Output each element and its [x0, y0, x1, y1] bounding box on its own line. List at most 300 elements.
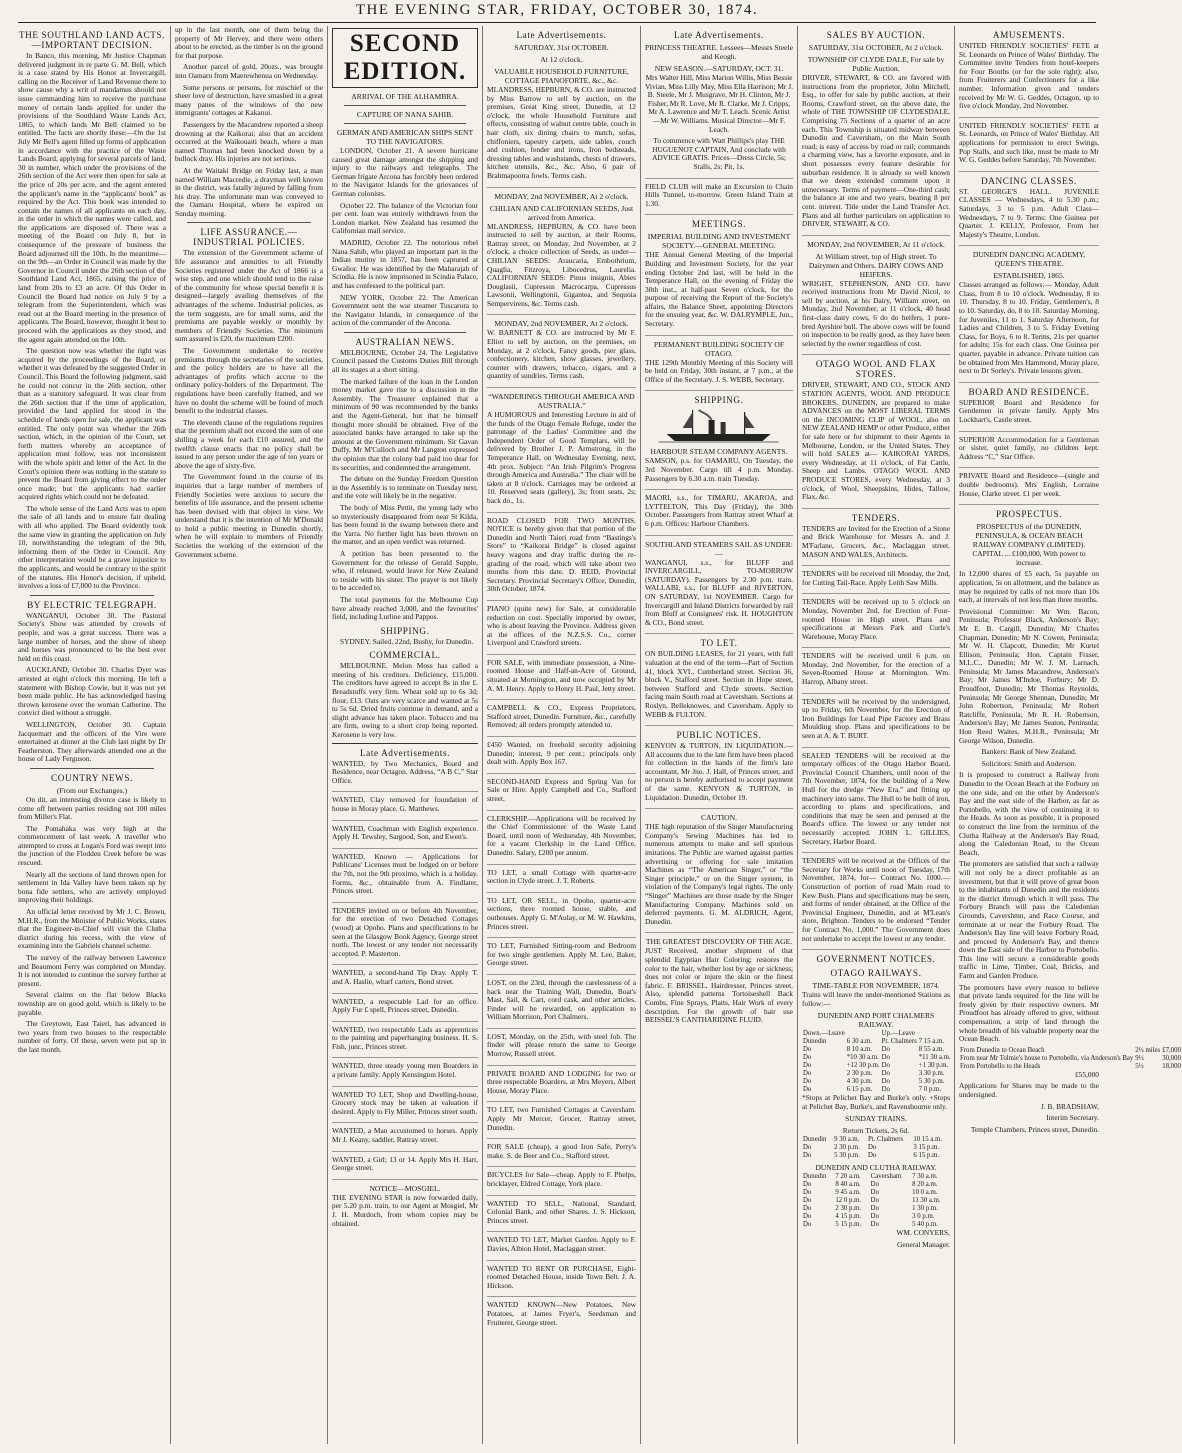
section-rule: [30, 595, 154, 596]
ad-subject: IMPERIAL BUILDING AND INVESTMENT SOCIETY.—GENERAL MEETING.: [647, 232, 791, 251]
ad-text: TENDERS will be received till Monday, the 2nd, for Cutting Tail-Race. Apply Leith Saw Mills.: [802, 569, 950, 587]
classified-ad: [959, 472, 1099, 505]
table-cell: Do: [803, 1054, 812, 1062]
classified-ad: [487, 897, 636, 938]
news-headline: CAPTURE OF NANA SAHIB.: [356, 110, 454, 119]
signature: J. B. BRADSHAW,: [1040, 1101, 1099, 1111]
column-divider: [954, 26, 955, 1444]
tender-ad: [802, 698, 950, 748]
table-cell: 2½ miles: [1135, 1046, 1161, 1054]
cost-total: £55,000: [1074, 1069, 1099, 1079]
table-row: [802, 1213, 950, 1221]
column-1: [18, 26, 166, 1446]
table-cell: Do: [867, 1152, 877, 1160]
ad-text: WANTED, a second-hand Tip Dray. Apply T. and A. Haslie, wharf carters, Bond street.: [332, 968, 478, 986]
theatre-ad: [645, 43, 793, 179]
ad-text: WANTED, two respectable Lads as apprentices to the painting and paperhanging business. H. S. Fish, junr., Princes street.: [332, 1024, 478, 1051]
table-cell: Do: [803, 1189, 812, 1197]
news-item: Nearly all the sections of land thrown open for settlement in Ida Valley have been taken up by bona fide settlers, who are actively employed improving their holdings.: [18, 869, 166, 905]
ad-text: TENDERS are Invited for the Erection of a Stone and Brick Warehouse for Messrs A. and J. M'Farlane, Grocers, &c., Maclaggan street. MASON AND WALES, Architects.: [802, 523, 950, 559]
classified-ad: [959, 436, 1099, 469]
table-cell: 2 30 p.m.: [835, 1205, 862, 1213]
table-cell: Caversham: [870, 1173, 902, 1181]
section-headline: BOARD AND RESIDENCE.: [968, 386, 1090, 397]
article-paragraph: The eleventh clause of the regulations requires that the premium shall not exceed the sum of one shilling a week for each £10 assured, and the twelfth clause enacts that no policy shall be issued to any person under the age of ten years or above the age of sixty-five.: [175, 417, 323, 470]
ad-text: To commence with Watt Phillips's play THE HUGUENOT CAPTAIN, And conclude with ADVICE GRATIS. Prices—Dress Circle, 5s; Stalls, 2s; Pit, 1s.: [652, 136, 786, 171]
prospectus: [959, 522, 1181, 1140]
table-cell: Do: [870, 1181, 879, 1189]
section-headline: SHIPPING.: [380, 625, 430, 636]
ad-text: WANTED, a Man accustomed to horses. Apply Mr J. Keany, saddler, Rattray street.: [332, 1126, 478, 1145]
table-cell: Do: [870, 1197, 879, 1205]
column-6: [802, 26, 950, 1446]
ad-text: W. BARNETT & CO. are instructed by Mr F. Elliot to sell by auction, on the premises, on Monday, at 2 o'clock, Fancy goods, pier glass, confectionery, kitchen, show glasses, jewellery, counter with drawers, tobacco, cigars, and a quantity of sundries. Terms cash.: [487, 328, 636, 381]
tender-ad: [802, 752, 950, 854]
column-7: [959, 26, 1181, 1446]
timetable-header-cell: Down.—Leave: [803, 1030, 845, 1038]
table-row: [802, 1189, 950, 1197]
table-cell: Do: [870, 1213, 879, 1221]
ad-text: WANTED, a respectable Lad for an office. Apply Fur £ spell, Princes street, Dunedin.: [332, 996, 478, 1015]
table-cell: 7 30 a.m.: [912, 1173, 938, 1181]
classified-ad: [959, 399, 1099, 432]
cable-item: October 22. The balance of the Victorian four per cent. loan was entirely withdrawn from the London market. New Zealand has resumed the Californian mail service.: [332, 200, 478, 236]
shipping-ad: [645, 447, 793, 490]
section-headline: TENDERS.: [851, 512, 901, 523]
auction-ad: [802, 240, 950, 356]
section-headline: COUNTRY NEWS.: [51, 772, 133, 783]
table-cell: Pt. Chalmers: [881, 1038, 917, 1046]
table-cell: 2 30 p.m.: [846, 1070, 873, 1078]
prospectus-solicitors: Solicitors: Smith and Anderson.: [981, 758, 1077, 768]
article-paragraph: The Government undertake to receive premiums through the secretaries of the societies, and the policy holders are to have all the advantages of profits which accrue to the ordinary policy-holders of the Department. The regulations have been carefully framed, and we have no doubt the scheme will be found of much benefit to the industrial classes.: [175, 346, 323, 416]
table-cell: Dunedin: [803, 1173, 827, 1181]
table-cell: Do: [881, 1062, 890, 1070]
ad-text: CLERKSHIP.—Applications will be received by the Chief Commissioner of the Waste Land Board, until noon of Wednesday, 4th November, for a vacant Clerkship in the Land Office, Dunedin. Salary, £200 per annum.: [487, 813, 636, 857]
table-cell: Do: [803, 1181, 812, 1189]
ad-subject: SOUTHLAND STEAMERS SAIL AS UNDER:—: [645, 539, 793, 558]
ad-date: NEW SEASON.—SATURDAY, OCT. 31.: [654, 64, 784, 73]
timetable-subtitle: Return Tickets, 2s 6d.: [842, 1126, 910, 1136]
ad-text: WANTED TO RENT OR PURCHASE, Eight-roomed Detached House, inside Town Belt. J. A. Hickson.: [487, 1263, 636, 1290]
ad-subject: CHILIAN AND CALIFORNIAN SEEDS, Just arrived from America.: [489, 203, 634, 222]
article-paragraph: The Government found in the course of its inquiries that a large number of members of Friendly Societies were anxious to secure the benefits of life assurance, and the present scheme has been devised with that object in view. We understand that it is the intention of Mr M'Donald to hold a public meeting in Dunedin shortly, when he will explain to members of Friendly Societies the working of the extension of the Government scheme.: [175, 472, 323, 559]
ad-text: DRIVER, STEWART, & CO. are favored with instructions from the proprietor, John Mitchell, Esq., to offer for sale by public auction, at their Rooms, Crawford street, on the above date, the whole of THE TOWNSHIP OF CLYDESDALE, Comprising 75 Sections of a quarter of an acre each. This Township is situated midway between Dunedin and Caversham, on the Main South road; is easy of access by road or rail; commands a charming view, has a favorite exposure, and in short possesses every feature desirable for suburban residence. It is already so well known that we deem extended comment upon it unnecessary. Terms of payment—One-third cash; the balance at one and two years, bearing 8 per cent. interest. Title under the Land Transfer Act. Plans and all further particulars on application to DRIVER, STEWART, & CO.: [802, 73, 950, 229]
steamship-illustration: [652, 408, 785, 444]
railway-timetable: [802, 968, 950, 1256]
timetable-line-name: SUNDAY TRAINS.: [845, 1114, 907, 1124]
section-headline: Late Advertisements.: [359, 747, 451, 758]
lecture-ad: [487, 392, 636, 513]
section-headline: SHIPPING.: [694, 395, 744, 406]
section-headline: AUSTRALIAN NEWS.: [355, 336, 455, 347]
timetable-line-name: DUNEDIN AND PORT CHALMERS RAILWAY.: [817, 1011, 935, 1030]
ad-text: UNITED FRIENDLY SOCIETIES' FETE at St. Leonards on Prince of Wales' Birthday. The Committee invite Tenders from hotel-keepers for Four Booths (or for the sole right); also, from Fruiterers and Confectioners for a like number. Information given and tenders received by Mr W. G. Geddes, Octagon, up to five o'clock Monday, 2nd November.: [959, 41, 1099, 111]
timetable-header-cell: Up.—Leave: [881, 1030, 916, 1038]
section-headline: BY ELECTRIC TELEGRAPH.: [27, 599, 157, 610]
signature-address: Temple Chambers, Princes street, Dunedin.: [970, 1124, 1099, 1134]
table-row: [802, 1144, 950, 1152]
timetable-note: *Stops at Pelichet Bay and Burke's only. +Stops at Pelichet Bay, Burke's, and Ravensbourne only.: [802, 1093, 950, 1111]
prospectus-committee: Provisional Committee: Mr Wm. Bacon, Peninsula; Professor Black, Anderson's Bay; Mr E. B. Cargill, Dunedin; Mr Charles Chapman, Dunedin; Mr N. Cowen, Peninsula; Mr W. H. Clapcott, Dunedin; Mr Kurtel Ellison, Peninsula; Hon. Captain Fraser, M.L.C., Dunedin; Mr W. J. M. Larnach, Peninsula; Mr James Macandrew, Anderson's Bay; Mr James M'Indoe, Forbury; Mr D. Proudfoot, Dunedin; Mr Thomas Reynolds, Peninsula; Mr George Shennan, Dunedin; Mr John Robertson, Peninsula; Mr Robert Ratcliffe, Peninsula; Mr R. H. Robertson, Anderson's Bay; Mr James Seaton, Peninsula; Hon Reed Waites, M.H.R., Peninsula; Mr George Wilson, Dunedin.: [959, 606, 1099, 745]
table-cell: 10 0 a.m.: [912, 1189, 938, 1197]
classified-ad: [645, 947, 793, 1030]
meeting-ad: [645, 232, 793, 335]
tender-ad: [802, 857, 950, 950]
classified-ad: [487, 1106, 636, 1139]
ad-text: WRIGHT, STEPHENSON, AND CO. have received instructions from Mr David Nicol, to sell by auction, at his Dairy, William street, on Monday, 2nd November, at 11 o'clock, 40 head first-class dairy cows, 6 do do heifers, 1 pure-bred Ayrshire bull. The above cows will be found on inspection to be really good, as they have been selected by the owner regardless of cost.: [802, 278, 950, 348]
ad-subject: TOWNSHIP OF CLYDE DALE, For sale by Public Auction.: [807, 55, 945, 73]
auction-ad: [487, 192, 636, 316]
classified-ad: [487, 1171, 636, 1195]
column-divider: [482, 26, 483, 1444]
ad-text: £450 Wanted, on freehold security adjoining Dunedin; interest, 9 per cent.; principals only dealt with. Apply Box 167.: [487, 740, 636, 767]
section-rule: [30, 768, 154, 769]
table-cell: Do: [803, 1086, 812, 1094]
ad-text: KENYON & TURTON, IN LIQUIDATION.—All accounts due to the late firm have been placed for collection in the hands of the firm's late accountant, Mr Jno. J. Hall, of Princes street, and no person is hereby authorised to accept payment of the same. KENYON & TURTON, in Liquidation. Dunedin, October 19.: [645, 741, 793, 802]
ad-text: ON BUILDING LEASES, for 21 years, with full valuation at the end of the term—Part of Section 41, block XVI., Cumberland street. Section 36, block V., Stafford street. Section in Hope street, between Stafford and Clyde streets. Section facing main South road at Caversham. Sections at Roslyn, Belleknowes, and Caversham. Apply to WEBB & FULTON.: [645, 649, 793, 719]
table-cell: *10 30 a.m.: [846, 1054, 879, 1062]
table-cell: 8 10 a.m.: [846, 1046, 873, 1054]
ad-text: SECOND-HAND Express and Spring Van for Sale or Hire. Apply Campbell and Co., Stafford street.: [487, 776, 636, 803]
timetable-subtitle: TIME-TABLE FOR NOVEMBER, 1874.: [812, 981, 940, 991]
news-item: The Greytown, East Taieri, has advanced in two years from two houses to the respectable number of forty. Of these, seven were put up in the last month.: [18, 1019, 166, 1054]
table-cell: 18,000: [1162, 1062, 1181, 1070]
ad-text: SAMSON, p.s. for OAMARU, On Tuesday, the 3rd November. Cargo till 4 p.m. Monday. Passengers by 6.30 a.m. train Tuesday.: [645, 456, 793, 483]
column-3: [332, 26, 478, 1446]
ad-text: LOST, Monday, on the 25th, with steel fob. The finder will please return the same to George Morrow, Russell street.: [487, 1031, 636, 1059]
cost-table: [959, 1047, 1182, 1071]
table-cell: *11 30 a.m.: [918, 1054, 951, 1062]
news-item: Another parcel of gold, 20ozs., was brought into Oamaru from Maerewhenua on Wednesday.: [175, 62, 323, 80]
signature-title: General Manager.: [897, 1240, 950, 1250]
classified-ad: [487, 741, 636, 774]
news-item: A petition has been presented to the Government for the release of Gerald Supple, who, if released, would leave for New Zealand to reside with his sister. The prayer is not likely to be acceded to.: [332, 548, 478, 593]
timetable-line-name: DUNEDIN AND CLUTHA RAILWAY.: [815, 1163, 937, 1173]
table-cell: 5½: [1135, 1062, 1144, 1070]
table-cell: 8 40 a.m.: [835, 1181, 861, 1189]
ad-cast: Mrs Walter Hill, Miss Marion Willis, Miss Bessie Vivian, Miss Lilly May, Miss Ella Harrison; Mr J. B. Steele, Mr J. Musgrave, Mr H. Clinton, Mr J. Fisher, Mr R. Love, Mr R. Clarke, Mr J. Cripps, Mr A. Lawrence and Mr T. Leach. Scenic Artist—Mr W. Williams. Musical Director—Mr F. Leach.: [645, 73, 793, 134]
section-headline: OTAGO WOOL AND FLAX STORES.: [815, 359, 937, 380]
ad-text: UNITED FRIENDLY SOCIETIES' FETE at St. Leonards, on Prince of Wales' Birthday. All applications for permission to erect Swings, Pop Stalls, and such like, must be made to Mr W. G. Geddes before Saturday, 7th November.: [959, 120, 1099, 165]
ad-text: TENDERS will be received by the undersigned, up to Friday, 6th November, for the Erection of Iron Buildings for Lead Pipe Factory and Brass Moulding shop. Plans and specifications to be seen at A. & T. BURT.: [802, 696, 950, 741]
auction-ad: [802, 43, 950, 236]
table-cell: Do: [870, 1205, 879, 1213]
ad-text: WANGANUI, s.s., for BLUFF and INVERCARGILL, TO-MORROW (SATURDAY). Passengers by 2.30 p.m. train. WALLABI, s.s., for BLUFF and RIVERTON, ON SATURDAY, 1st NOVEMBER. Cargo for Invercargill and Inland Districts forwarded by rail from Bluff at Consignees' risk. H. HOUGHTON & CO., Bond street.: [645, 557, 793, 627]
ad-text: Classes arranged as follows:— Monday, Adult Class, from 8 to 10 o'clock. Wednesday, 8 to 10. Thursday, 8 to 10. Friday, Gentlemen's, 8 to 10. Saturday, do, 8 to 10. Saturday Morning, for Juveniles, 11 to 1. Saturday Afternoon, for Ladies and Children, 3 to 5. Friday Evening Class, for Boys, 6 to 8. Terms, 21s per quarter for adults; 15s for each class. One Guinea per quarter, payable in advance. Private tuition can be obtained from Mrs Hammond, Moray place, next to Dr Sorley's. Private lessons given.: [959, 280, 1099, 376]
section-rule: [344, 332, 466, 333]
prospectus-bankers: Bankers: Bank of New Zealand.: [981, 747, 1077, 757]
ad-text: THE EVENING STAR is now forwarded daily, per 5.20 p.m. train, to our Agent at Mosgiel, Mr J. H. Murdoch, from whom copies may be obtained.: [332, 1192, 478, 1228]
news-item: The body of Miss Pettit, the young lady who so mysteriously disappeared from near St Kilda, has been found in the swamp between there and the Yarra. No further light has been thrown on the matter, and an open verdict was returned.: [332, 502, 478, 547]
classified-ad: [332, 760, 478, 793]
classified-ad: [487, 1200, 636, 1233]
signature: WM. CONYERS,: [896, 1228, 950, 1238]
table-row: [802, 1205, 950, 1213]
classified-ad: [487, 517, 636, 601]
news-item: SYDNEY. Sailed, 22nd, Bushy, for Dunedin.: [340, 636, 474, 646]
column-divider: [640, 26, 641, 1444]
timetable-header-cell: [846, 1030, 881, 1038]
section-headline: COMMERCIAL.: [369, 650, 441, 661]
table-cell: 5 40 p.m.: [912, 1221, 938, 1229]
auction-ad: [487, 319, 636, 388]
section-headline: GOVERNMENT NOTICES.: [816, 954, 936, 965]
ad-text: WANTED, a Girl; 13 or 14. Apply Mrs H. Hart, George street.: [332, 1154, 478, 1173]
table-cell: From Portobello to the Heads: [960, 1062, 1041, 1070]
table-cell: 5 15 p.m.: [835, 1221, 862, 1229]
table-cell: 1 30 p.m.: [912, 1205, 938, 1213]
ad-text: TO LET, a small Cottage with quarter-acre section in Clyde street. J. T. Roberts.: [487, 867, 636, 886]
ad-text: DRIVER, STEWART, AND CO., STOCK AND STATION AGENTS, WOOL AND PRODUCE BROKERS, DUNEDIN, are prepared to make ADVANCES on the MOST LIBERAL TERMS on the INCOMING CLIP of WOOL, also on NEW ZEALAND HEMP or other Produce, either for sale here or for shipment to their Agents in Melbourne, London, or the United States. They will hold SALES at— KAIKORAI YARDS, every Wednesday, at 11 o'clock, of Fat Cattle, Sheep and Lambs. OTAGO WOOL AND PRODUCE STORES, every Wednesday, at 3 o'clock, of Wool, Sheepskins, Hides, Tallow, Flax, &c.: [802, 380, 950, 502]
classified-ad: [332, 1091, 478, 1124]
ad-text: WANTED KNOWN—New Potatoes, New Potatoes, at James Fryer's, Seedsman and Fruiterer, George street.: [487, 1300, 636, 1327]
table-cell: Pt. Chalmers: [867, 1136, 904, 1144]
ad-text: TENDERS will be received at the Offices of the Secretary for Works until noon of Tuesday, 17th November, 1874, for— Contract No. 1000.—Construction of portion of road Main road to Kew Bush. Plans and specifications may be seen, and forms of tender obtained, at the Office of the Provincial Engineer, Dunedin, and at M'Lean's store, Brighton. Tenders to be endorsed “Tender for Contract No. 1,000.” The Government does not undertake to accept the lowest or any tender.: [802, 856, 950, 943]
table-row: [802, 1070, 952, 1078]
article-paragraph: The extension of the Government scheme of life assurance and annuities to all Friendly Societies registered under the Act of 1866 is a wise step, and one which should tend to the raise of the community for whose special benefit it is designed—largely availing themselves of the advantages of the scheme. Industrial policies, as the term suggests, are for small sums, and the premiums are payable weekly or monthly by members of Friendly Societies. The minimum sum assured is £20, the maximum £200.: [175, 248, 323, 344]
classified-ad: [487, 659, 636, 700]
table-cell: 9½: [1135, 1054, 1144, 1062]
table-cell: Do: [803, 1046, 812, 1054]
table-cell: Do: [870, 1221, 879, 1229]
tender-ad: [802, 570, 950, 594]
ad-text: CAMPBELL & CO., Express Proprietors, Stafford street, Dunedin. Furniture, &c., carefully Removed; all orders promptly attended to.: [487, 703, 636, 730]
ad-text: TENDERS invited on or before 4th November, for the erection of two Detached Cottages (wood) at Opoho. Plans and specifications to be seen at the Glasgow Book Agency, George street north. The lowest or any tender not necessarily accepted. P. Masterton.: [332, 905, 478, 958]
news-item: The total payments for the Melbourne Cup have already reached 3,000, and the favourites' field, including Lurline and Pappos.: [332, 594, 478, 622]
prospectus-title: PROSPECTUS of the DUNEDIN, PENINSULA, & OCEAN BEACH RAILWAY COMPANY (LIMITED).: [972, 522, 1086, 550]
ad-date: MONDAY, 2nd NOVEMBER, At 2 o'clock.: [494, 191, 629, 201]
table-cell: Do: [803, 1078, 812, 1086]
ad-text: PIANO (quite new) for Sale, at considerable reduction on cost. Specially imported by owner, who is about leaving the Province. Address given at the offices of the N.Z.S.S. Co., corner Liverpool and Crawford streets.: [487, 603, 636, 648]
column-divider: [797, 26, 798, 1444]
ad-text: THE high reputation of the Singer Manufacturing Company's Sewing Machines has led to numerous attempts to make and sell spurious imitations. The Public are warned against parties advertising or offering for sale imitation Machines as “The American Singer,” or “the Singer principle,” or on the Singer system, in violation of the Company's legal rights. The only “Singer” Machines are those made by the Singer Manufacturing Company. Machines sold on deferred payments. G. M. ALDRICH, Agent, Dunedin.: [645, 822, 793, 926]
notice-headline: CAUTION.: [700, 813, 738, 823]
ad-text: TO LET, two Furnished Cottages at Caversham. Apply Mr Mercer, Grocer, Rattray street, Dunedin.: [487, 1105, 636, 1132]
classified-ad: [332, 1156, 478, 1180]
classified-ad: [332, 969, 478, 993]
ad-subject: PRINCESS THEATRE. Lessees—Messrs Steele and Keogh.: [645, 43, 793, 61]
table-row: [959, 1055, 1182, 1063]
table-cell: 6 30 a.m.: [846, 1038, 873, 1046]
table-cell: 7 20 a.m.: [835, 1173, 861, 1181]
news-item: The debate on the Sunday Freedom Question in the Assembly is to terminate on Tuesday next, and the vote will likely be in the negative.: [332, 474, 478, 501]
classified-ad: [332, 1194, 478, 1234]
table-cell: 7 0 p.m.: [918, 1086, 942, 1094]
table-row: [802, 1046, 952, 1054]
timetable-table: [802, 1136, 950, 1160]
ad-text: WANTED TO SELL, National, Standard, Colonial Bank, and other Shares. J. S. Hickson, Princes street.: [487, 1198, 636, 1225]
table-cell: Do: [803, 1221, 812, 1229]
ad-subject: DUNEDIN DANCING ACADEMY, QUEEN'S THEATRE.: [972, 250, 1086, 269]
table-cell: 12 0 p.m.: [835, 1197, 862, 1205]
table-cell: Do: [881, 1078, 890, 1086]
prospectus-text: It is proposed to construct a Railway from Dunedin to the Ocean Beach at the Forbury on the one side, and on the other by Anderson's Bay and the east side of the Harbor, as far as Portobello, with the view of continuing it to the Heads. As soon as possible, it is proposed to construct the line from the terminus of the Clutha Railway at the Anderson's Bay Road, along the Caledonian Road, to the Ocean Beach.: [959, 770, 1099, 857]
ad-text: WANTED, Coachman with English experience. Apply H. Tewsley, Sargood, Son, and Ewen's.: [332, 823, 478, 842]
table-cell: Do: [881, 1086, 890, 1094]
ad-text: WANTED TO LET, Market Garden. Apply to F. Davies, Albion Hotel, Maclaggan street.: [487, 1235, 636, 1253]
news-item: An official letter received by Mr J. C. Brown, M.H.R., from the Minister of Public Works, states that the Engineer-in-Chief will visit the Clutha district during his recess, with the view of examining into the Gabriels channel scheme.: [18, 907, 166, 951]
table-cell: 3 0 p.m.: [912, 1213, 935, 1221]
timetable-title: OTAGO RAILWAYS.: [830, 968, 922, 979]
table-cell: Dunedin: [803, 1038, 827, 1046]
section-rule: [187, 222, 311, 223]
telegram-item: WANGANUI, October 30. The Pastoral Society's Show was attended by crowds of people, and was a great success. There was a large number of horses, and the show of sheep and horses was pronounced to be the best ever held on this coast.: [18, 610, 166, 663]
section-headline: PROSPECTUS.: [995, 509, 1063, 520]
table-cell: Do: [881, 1046, 890, 1054]
section-rule: [344, 123, 466, 124]
ad-text: WANTED, by Two Mechanics, Board and Residence, near Octagon. Address, “A B C,” Star Office.: [332, 758, 478, 785]
table-row: [802, 1054, 952, 1062]
ad-text: ST. GEORGE'S HALL. JUVENILE CLASSES — Wednesdays, 4 to 5.30 p.m.; Saturdays, 3 to 5 p.m. Adult Class—Wednesdays, 7 to 9. Terms: One Guinea per Quarter. J. KELLY, Professor, From her Majesty's Theatre, London.: [959, 186, 1099, 239]
ad-text: LOST, on the 23rd, through the carelessness of a hack near the Training Wall, Dunedin, Boat's Mast, Sail, & Cart, cord cask, and other articles. Finder will be rewarded, on application to William Morrison, Port Chalmers.: [487, 977, 636, 1022]
ad-text: MAORI, s.s., for TIMARU, AKAROA, and LYTTELTON, This Day (Friday), the 30th October. Passengers from Rattray street Wharf at 6 p.m. Offices: Harbour Chambers.: [645, 493, 793, 528]
table-cell: 4 30 p.m.: [846, 1078, 873, 1086]
column-divider: [170, 26, 171, 1444]
section-headline: Late Advertisements.: [516, 30, 607, 40]
section-subhead: (From our Exchanges.): [56, 785, 128, 795]
ad-text: FOR SALE, with immediate possession, a Nine-roomed House and Half-an-Acre of Ground, situated at Mornington, and now occupied by Mr A. M. Henry. Apply to Henry H. Paul, Jetty street.: [487, 657, 636, 693]
news-item: The Pomahaka was very high at the commencement of last week. A traveller who attempted to cross at Logan's Ford was swept into the junction of the Flodden Creek before he was rescued.: [18, 823, 166, 868]
table-row: [802, 1152, 950, 1160]
table-cell: Do: [803, 1152, 812, 1160]
ad-date: MONDAY, 2nd NOVEMBER, At 2 o'clock.: [494, 319, 629, 329]
public-notice: [645, 823, 793, 933]
ad-text: THE 129th Monthly Meeting of this Society will be held on Friday, 30th instant, at 7 p.m., at the Office of the Secretary. J. S. WEBB, Secretary.: [645, 357, 793, 384]
classified-ad: [487, 1301, 636, 1333]
table-cell: +1 30 p.m.: [918, 1062, 949, 1070]
tender-ad: [802, 598, 950, 648]
shipping-ad: [645, 494, 793, 535]
classified-ad: [487, 979, 636, 1029]
table-cell: Do: [867, 1144, 877, 1152]
section-headline: Late Advertisements.: [673, 30, 765, 40]
ad-subject: HARBOUR STEAM COMPANY AGENTS.: [650, 447, 788, 457]
news-item: On dit, an interesting divorce case is likely to come off between parties residing not 100 miles from Miller's Flat.: [18, 794, 166, 822]
ad-time: At 12 o'clock.: [540, 55, 583, 64]
classified-ad: [332, 1062, 478, 1086]
ad-date: SATURDAY, 31st OCTOBER, At 2 o'clock.: [808, 43, 944, 52]
classified-ad: [332, 998, 478, 1022]
ad-date: SATURDAY, 31st OCTOBER.: [514, 43, 609, 52]
table-cell: From near Mr Tolmie's house to Portobello, via Anderson's Bay: [960, 1054, 1134, 1062]
telegram-item: AUCKLAND, October 30. Charles Dyer was arrested at eight o'clock this morning. He left a statement with Bishop Cowie, but it was not yet been made public. He has acknowledged having thrown kerosene over the woman Catherine. The convict died without a struggle.: [18, 665, 166, 718]
classified-ad: [487, 1265, 636, 1298]
amusement-ad: [959, 122, 1099, 172]
ad-text: SUPERIOR Board and Residence for Gentlemen in private family. Apply Mrs Lockhart's, Castle street.: [959, 397, 1099, 424]
article-paragraph: In Banco, this morning, Mr Justice Chapman delivered judgment in re parte G. M. Bell, which is a case stated by His Honor at Invercargill, calling on the Receiver of Land Revenue there to show cause why a writ of mandamus should not issue commanding him to receive the purchase money of certain lands applied for under the provisions of the Southland Waste Lands Act, 1865, to which lands Mr Bell claimed to be entitled. The facts are shortly these:—On the 1st July Mr Bell's agent filled up forms of application in accordance with the practice of the Waste Lands Board, applying for several parcels of land, 30 in number, which under the provisions of the 26th section of the Act were then open for sale at the price of 20s per acre, and the agent entered the applicant's name in the “applicants' book” as required by the Act. This book was intended to contain the names of all applicants on each day, in the order in which the names were called, and the applications are disposed of. There was a meeting of the Board on July 8, but in consequence of the pressure of business the Board adjourned till the 10th. In the meantime—on the 9th—an Order in Council was made by the Governor in Council under the 26th section of the Southland Land Act, 1865, raising the price of land from 20s to £3 an acre. Of this Order in Council the Board had notice on July 9 by a telegram from the Superintendent, which was read out at the Board meeting in the presence of applicants. The Board, however, thought it best to proceed with the applications as they stood, and the agent again attended on the 10th.: [18, 51, 166, 344]
news-item: At the Waitaki Bridge on Friday last, a man named William Macredie, a drayman well known in the district, was fatally injured by falling from his dray. The unfortunate man was conveyed to the Oamaru Hospital, where he expired on Sunday morning.: [175, 165, 323, 218]
table-cell: 2 30 p.m.: [834, 1144, 860, 1152]
article-headline: LIFE ASSURANCE.—INDUSTRIAL POLICIES.: [193, 227, 305, 248]
ad-subject: “WANDERINGS THROUGH AMERICA AND AUSTRALIA.”: [488, 392, 635, 411]
column-divider: [327, 26, 328, 1444]
classified-ad: [332, 796, 478, 820]
section-rule: [332, 743, 478, 744]
dancing-ad: [959, 188, 1099, 247]
table-cell: 9 45 a.m.: [835, 1189, 861, 1197]
article-headline: THE SOUTHLAND LAND ACTS.—IMPORTANT DECISION.: [18, 30, 166, 50]
classified-ad: [487, 605, 636, 655]
table-cell: Dunedin: [803, 1136, 827, 1144]
shipping-ad: [645, 540, 793, 635]
ad-text: FIELD CLUB will make an Excursion to Chain Hills Tunnel, to-morrow. Green Island Train at 1.30.: [645, 181, 793, 208]
column-2: [175, 26, 323, 1446]
ad-text: SUPERIOR Accommodation for a Gentleman or sister, quiet family, no children kept. Address “C,” Star Office.: [959, 434, 1099, 461]
table-row: [802, 1181, 950, 1189]
table-cell: From Dunedin to Ocean Beach: [960, 1046, 1045, 1054]
ad-subject: VALUABLE HOUSEHOLD FURNITURE, COTTAGE PIANOFORTE, &c., &c.: [494, 67, 629, 85]
news-item: The marked failure of the loan in the London money market gave rise to a discussion in the Assembly. The Treasurer explained that a minimum of 90 was recommended by the banks and the Agent-General, but that he himself thought more should be obtained. Five of the associated banks have arranged to take up the amount at the Government minimum. Sir Gavan Duffy, Mr M'Culloch and Mr Langton expressed the opinion that the colony had paid too dear for its securities, and condemned the arrangement.: [332, 376, 478, 472]
classified-ad: [332, 825, 478, 849]
masthead-rule: [18, 22, 1096, 23]
classified-ad: [332, 1026, 478, 1059]
table-row: [802, 1173, 950, 1181]
ad-text: WANTED, Clay removed for foundation of house in Moray place. G. Matthews.: [332, 795, 478, 813]
ad-text: A HUMOROUS and Interesting Lecture in aid of the funds of the Otago Female Refuge, under the patronage of the Ladies' Committee and the Independent Order of Good Templars, will be delivered by Brother J. P. Armstrong, in the Temperance Hall, on Wednesday Evening, next, 4th prox. Subject: “An Irish Pilgrim's Progress through America and Australia.” The chair will be taken at 8 o'clock. Carriages may be ordered at 10. Reserved seats (gallery), 3s; front seats, 2s; back do., 1s.: [487, 410, 636, 505]
ship-icon: [652, 408, 785, 444]
table-row: [802, 1197, 950, 1205]
tender-ad: [802, 652, 950, 693]
table-row: [802, 1062, 952, 1070]
section-headline: MEETINGS.: [691, 219, 747, 230]
prospectus-text: Applications for Shares may be made to the undersigned.: [959, 1081, 1099, 1099]
news-item: up in the last month, one of them being the property of Mr Hervey, and there were others about to be erected, as the timber is on the ground for that purpose.: [175, 25, 323, 60]
section-headline: PUBLIC NOTICES.: [676, 730, 762, 741]
table-cell: 10 15 a.m.: [913, 1136, 943, 1144]
classified-ad: [487, 942, 636, 975]
prospectus-capital: CAPITAL ... £100,000, With power to increase.: [972, 549, 1086, 567]
prospectus-text: The promoters have every reason to believe that private lands required for the line will be freely given by their respective owners. Mr Proudfoot has already offered to give, without compensation, a strip of land through the whole breadth of his valuable property near the Ocean Beach.: [959, 982, 1099, 1044]
table-cell: 5 30 p.m.: [918, 1078, 945, 1086]
timetable-table: [802, 1173, 950, 1229]
telegram-item: WELLINGTON, October 30. Captain Jacquemart and the officers of the Vire were entertained at dinner at the Club last night by Dr Featherston. They afterwards attended one at the house of Lady Ferguson.: [18, 719, 166, 764]
news-item: The survey of the railway between Lawrence and Beaumont Ferry was completed on Monday. It is not intended to continue the survey further at present.: [18, 953, 166, 988]
table-cell: Do: [803, 1144, 812, 1152]
news-item: MELBOURNE. Melon Moss has called a meeting of his creditors. Deficiency, £15,000. The creditors have agreed to accept 8s in the £. Breadstuffs very firm. Wheat sold up to 6s 3d; flour, £13. Oats are very scarce and wanted at 5s to 5s 6d. Dried fruits continue in demand, and a slight advance has taken place. Tobacco and tea are firm, owing to a short crop being reported. Kerosene is very low.: [332, 661, 478, 740]
section-headline: DANCING CLASSES.: [981, 175, 1077, 186]
classified-ad: [487, 778, 636, 811]
section-rule: [344, 105, 466, 106]
ad-subtitle: ESTABLISHED, 1865.: [993, 271, 1065, 281]
ad-text: WANTED, three steady young men Boarders in a private family. Apply Kensington Hotel.: [332, 1061, 478, 1080]
classified-ad: [645, 650, 793, 726]
table-cell: 7 15 a.m.: [918, 1038, 945, 1046]
table-cell: 30,000: [1162, 1054, 1181, 1062]
ad-text: MLANDRESS, HEPBURN, & CO. have been instructed to sell by auction, at their Rooms, Rattray street, on Monday, 2nd November, at 2 o'clock, a choice collection of Seeds, as under— CHILIAN SEEDS: Araucaria, Embothrium, Quaglia, Fitzroya, Libocedrus, Laurelia. CALIFORNIAN SEEDS: Pinus insignis, Abies Douglasii, Cupressus Macrocarpa, Cupressus Lawsonii, Wellingtonii, Gigantea, and Sequoia Sempervirens, &c. Terms cash.: [487, 221, 636, 308]
section-headline: SALES BY AUCTION.: [826, 30, 926, 40]
notice-headline: NOTICE—MOSGIEL.: [369, 1183, 441, 1193]
table-cell: Do: [870, 1189, 879, 1197]
prospectus-text: The promoters are satisfied that such a railway will not only be a direct profitable as an investment, but that it will prove of great boon to the inhabitants of Dunedin and the residents in the district through which it will pass. The Forbury Branch will pass the Caledonian Grounds, Cavershmn, and Race Course, and terminate at or near the Forbury Road. The Anderson's Bay line will leave Forbury Road, and proceed by Anderson's Bay, and thence down the East side of the Harbor to Portobello. This line will secure a considerable goods traffic in Lime, Timber, Coal, Bricks, and Farm and Garden Produce.: [959, 859, 1099, 981]
ad-subject: PERMANENT BUILDING SOCIETY OF OTAGO.: [653, 339, 785, 358]
news-item: Passengers by the Macandrew reported a sheep drowning at the Kaikorai; also that an accident occurred at the Waikouaiti beach, where a man named Thomas had been knocked down by a bullock dray. His injuries are not serious.: [175, 119, 323, 164]
table-cell: £7,000: [1162, 1046, 1181, 1054]
classified-ad: [332, 853, 478, 903]
ad-text: WANTED TO LET, Shop and Dwelling-house, Grocery stock may be taken at valuation if desired. Apply to Fly Miller, Princes street south.: [332, 1089, 478, 1116]
classified-ad: [802, 381, 950, 508]
ad-text: PRIVATE Board and Residence—(single and double bedrooms). Mrs English, Lorraine House, Clarke street. £1 per week.: [959, 471, 1099, 498]
table-cell: 4 15 p.m.: [835, 1213, 862, 1221]
classified-ad: [487, 869, 636, 893]
table-cell: Do: [803, 1070, 812, 1078]
ad-text: SEALED TENDERS will be received at the temporary offices of the Otago Harbor Board, Provincial Council Chambers, until noon of the 7th November, 1874, for the building of a New Hull for the dredge “New Era,” and fitting up machinery into same. The Hull to be built of iron, according to plans and specifications, and conditions that may be seen and perused at the Board's office. The lowest or any tender not necessarily accepted. JOHN L. GILLIES, Secretary, Harbor Board.: [802, 750, 950, 846]
table-row: [959, 1047, 1182, 1055]
classified-ad: [332, 907, 478, 966]
ad-text: TENDERS will be received up to 5 o'clock on Monday, November 2nd, for Erection of Four-roomed House in High street. Plans and specifications at Messrs Park and Curle's Warehouse, Moray Place.: [802, 597, 950, 641]
table-row: [802, 1136, 950, 1144]
timetable-header-row: [802, 1030, 952, 1038]
